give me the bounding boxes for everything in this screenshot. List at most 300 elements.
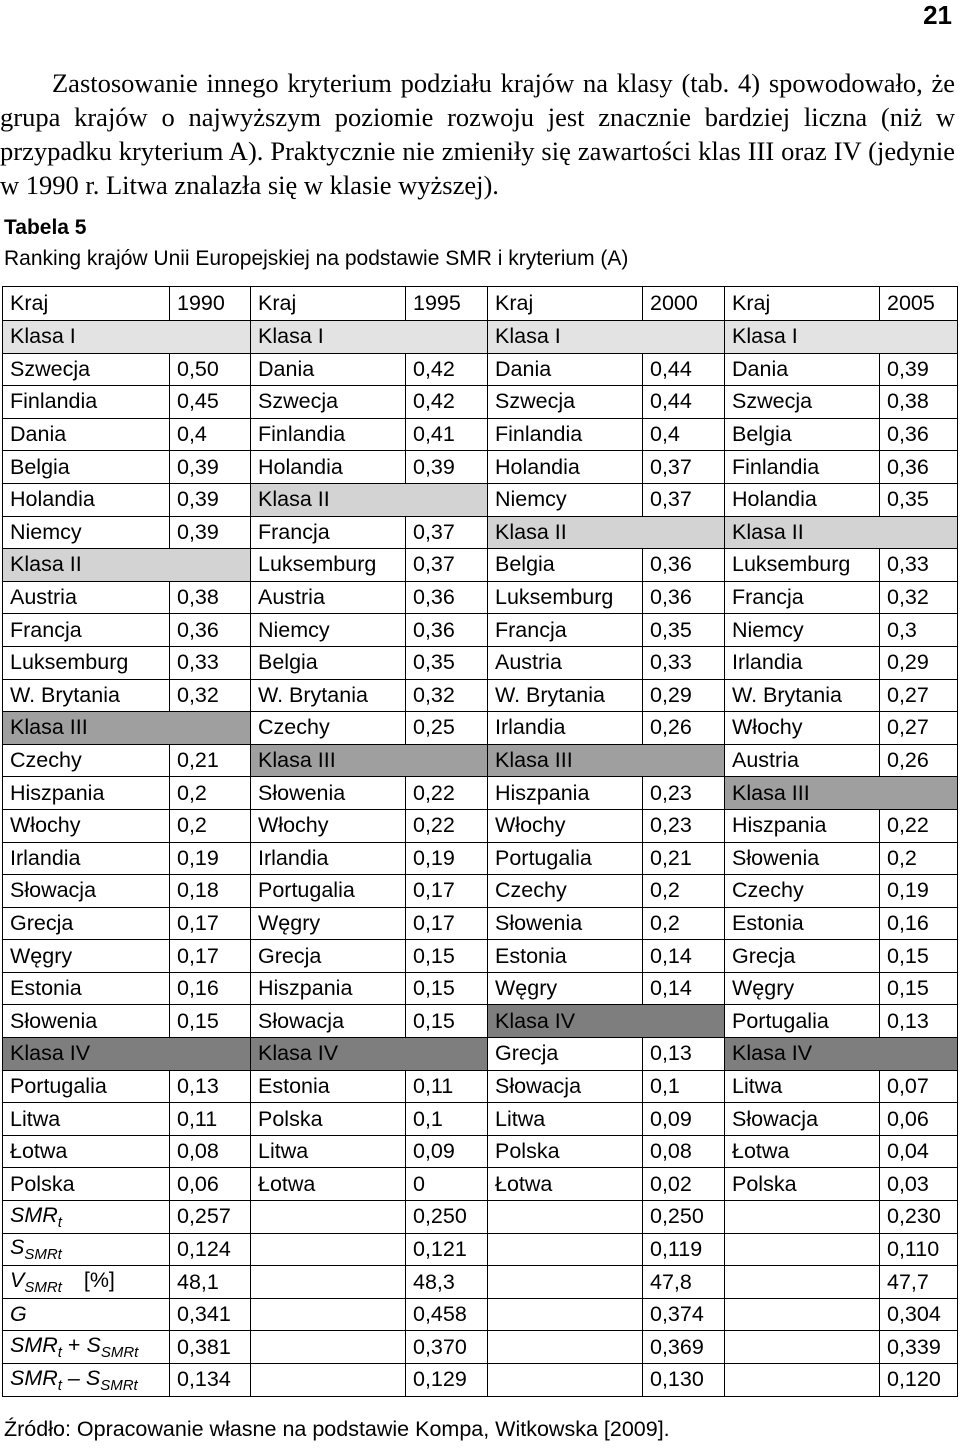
class-label-cell: Klasa I bbox=[725, 321, 958, 354]
value-cell: 0,15 bbox=[880, 972, 958, 1005]
stat-value-cell: 0,458 bbox=[406, 1298, 488, 1331]
country-cell: W. Brytania bbox=[725, 679, 880, 712]
value-cell: 0,27 bbox=[880, 712, 958, 745]
value-cell: 0,4 bbox=[170, 418, 251, 451]
value-cell: 0,35 bbox=[643, 614, 725, 647]
country-cell: Luksemburg bbox=[251, 549, 406, 582]
country-cell: W. Brytania bbox=[251, 679, 406, 712]
country-cell: Litwa bbox=[725, 1070, 880, 1103]
stat-row bbox=[3, 1298, 958, 1331]
value-cell: 0,06 bbox=[880, 1103, 958, 1136]
value-cell: 0,09 bbox=[643, 1103, 725, 1136]
stat-row bbox=[3, 1201, 958, 1234]
value-cell: 0,39 bbox=[880, 353, 958, 386]
country-cell: Austria bbox=[3, 581, 170, 614]
table-row bbox=[3, 353, 958, 386]
value-cell: 0,4 bbox=[643, 418, 725, 451]
country-cell: Słowenia bbox=[488, 907, 643, 940]
value-cell: 0,26 bbox=[643, 712, 725, 745]
country-cell: Portugalia bbox=[725, 1005, 880, 1038]
stat-empty-cell bbox=[488, 1364, 643, 1397]
value-cell: 0,36 bbox=[880, 451, 958, 484]
table-row bbox=[3, 842, 958, 875]
stat-value-cell: 0,129 bbox=[406, 1364, 488, 1397]
country-cell: Grecja bbox=[488, 1038, 643, 1071]
value-cell: 0,36 bbox=[643, 549, 725, 582]
source-note: Źródło: Opracowanie własne na podstawie Kompa, Witkowska [2009]. bbox=[4, 1417, 670, 1441]
class-label-cell: Klasa IV bbox=[725, 1038, 958, 1071]
country-cell: Hiszpania bbox=[3, 777, 170, 810]
country-cell: Hiszpania bbox=[725, 809, 880, 842]
country-cell: Słowacja bbox=[251, 1005, 406, 1038]
country-cell: Hiszpania bbox=[251, 972, 406, 1005]
table-row bbox=[3, 907, 958, 940]
value-cell: 0,17 bbox=[170, 907, 251, 940]
table-row bbox=[3, 386, 958, 419]
class-label-cell: Klasa III bbox=[725, 777, 958, 810]
stat-value-cell: 0,120 bbox=[880, 1364, 958, 1397]
table-row bbox=[3, 1103, 958, 1136]
stat-value-cell: 0,381 bbox=[170, 1331, 251, 1364]
value-cell: 0,23 bbox=[643, 809, 725, 842]
country-cell: Czechy bbox=[3, 744, 170, 777]
stat-value-cell: 0,257 bbox=[170, 1201, 251, 1234]
value-cell: 0,13 bbox=[170, 1070, 251, 1103]
country-cell: Polska bbox=[3, 1168, 170, 1201]
table-row bbox=[3, 1005, 958, 1038]
header-country: Kraj bbox=[251, 287, 406, 321]
value-cell: 0,19 bbox=[170, 842, 251, 875]
country-cell: Portugalia bbox=[488, 842, 643, 875]
value-cell: 0,2 bbox=[643, 875, 725, 908]
country-cell: Polska bbox=[725, 1168, 880, 1201]
country-cell: Grecja bbox=[251, 940, 406, 973]
country-cell: Dania bbox=[725, 353, 880, 386]
table-row bbox=[3, 451, 958, 484]
stat-value-cell: 0,250 bbox=[643, 1201, 725, 1234]
country-cell: Czechy bbox=[725, 875, 880, 908]
value-cell: 0,15 bbox=[880, 940, 958, 973]
stat-subscript: SMRt bbox=[100, 1376, 138, 1394]
country-cell: Austria bbox=[725, 744, 880, 777]
table-header-row bbox=[3, 287, 958, 321]
stat-subscript: t bbox=[57, 1344, 62, 1362]
value-cell: 0,26 bbox=[880, 744, 958, 777]
country-cell: Niemcy bbox=[725, 614, 880, 647]
value-cell: 0,3 bbox=[880, 614, 958, 647]
value-cell: 0,35 bbox=[406, 646, 488, 679]
country-cell: Finlandia bbox=[3, 386, 170, 419]
country-cell: Belgia bbox=[488, 549, 643, 582]
country-cell: Finlandia bbox=[251, 418, 406, 451]
value-cell: 0,15 bbox=[406, 972, 488, 1005]
country-cell: Belgia bbox=[251, 646, 406, 679]
country-cell: Holandia bbox=[725, 483, 880, 516]
country-cell: Estonia bbox=[725, 907, 880, 940]
table-row bbox=[3, 679, 958, 712]
country-cell: Włochy bbox=[3, 809, 170, 842]
country-cell: Luksemburg bbox=[488, 581, 643, 614]
stat-empty-cell bbox=[251, 1331, 406, 1364]
intro-text: Zastosowanie innego kryterium podziału krajów na klasy (tab. 4) spowodowało, że grupa krajów o najwyższym poziomie rozwoju jest znacznie bardziej liczna (niż w przypadku kryterium A). Praktycznie nie zmieniły się zawartości klas III oraz IV (jedynie w 1990 r. Litwa znalazła się w klasie wyższej). bbox=[0, 68, 955, 200]
country-cell: Szwecja bbox=[725, 386, 880, 419]
class-label-cell: Klasa II bbox=[3, 549, 251, 582]
country-cell: Estonia bbox=[251, 1070, 406, 1103]
stat-row bbox=[3, 1266, 958, 1299]
table-row bbox=[3, 483, 958, 516]
class-label-cell: Klasa I bbox=[251, 321, 488, 354]
stat-value-cell: 47,7 bbox=[880, 1266, 958, 1299]
table-row bbox=[3, 972, 958, 1005]
stat-empty-cell bbox=[251, 1233, 406, 1266]
stat-label-cell bbox=[3, 1201, 170, 1234]
stat-value-cell: 0,250 bbox=[406, 1201, 488, 1234]
class-label-cell: Klasa II bbox=[725, 516, 958, 549]
stat-unit: [%] bbox=[83, 1268, 115, 1293]
class-label-cell: Klasa III bbox=[251, 744, 488, 777]
country-cell: Włochy bbox=[725, 712, 880, 745]
stat-row bbox=[3, 1364, 958, 1397]
stat-value-cell: 0,374 bbox=[643, 1298, 725, 1331]
table-caption: Ranking krajów Unii Europejskiej na podstawie SMR i kryterium (A) bbox=[4, 247, 629, 270]
country-cell: Litwa bbox=[3, 1103, 170, 1136]
country-cell: Niemcy bbox=[488, 483, 643, 516]
value-cell: 0,19 bbox=[406, 842, 488, 875]
stat-value-cell: 0,130 bbox=[643, 1364, 725, 1397]
country-cell: Grecja bbox=[725, 940, 880, 973]
country-cell: Niemcy bbox=[251, 614, 406, 647]
country-cell: Węgry bbox=[3, 940, 170, 973]
stat-symbol: SMR bbox=[10, 1333, 58, 1358]
country-cell: Austria bbox=[251, 581, 406, 614]
country-cell: Słowacja bbox=[725, 1103, 880, 1136]
stat-operator: + bbox=[61, 1333, 87, 1358]
stat-value-cell: 0,119 bbox=[643, 1233, 725, 1266]
country-cell: W. Brytania bbox=[488, 679, 643, 712]
country-cell: Szwecja bbox=[488, 386, 643, 419]
table-row bbox=[3, 744, 958, 777]
country-cell: Słowenia bbox=[3, 1005, 170, 1038]
value-cell: 0,19 bbox=[880, 875, 958, 908]
stat-value-cell: 48,1 bbox=[170, 1266, 251, 1299]
value-cell: 0,50 bbox=[170, 353, 251, 386]
country-cell: Litwa bbox=[251, 1135, 406, 1168]
country-cell: Holandia bbox=[251, 451, 406, 484]
value-cell: 0,39 bbox=[170, 483, 251, 516]
country-cell: Irlandia bbox=[3, 842, 170, 875]
value-cell: 0,2 bbox=[170, 809, 251, 842]
table-row bbox=[3, 875, 958, 908]
value-cell: 0,29 bbox=[643, 679, 725, 712]
value-cell: 0,08 bbox=[643, 1135, 725, 1168]
value-cell: 0,44 bbox=[643, 386, 725, 419]
country-cell: Irlandia bbox=[725, 646, 880, 679]
table-row bbox=[3, 581, 958, 614]
country-cell: Estonia bbox=[3, 972, 170, 1005]
country-cell: Włochy bbox=[488, 809, 643, 842]
value-cell: 0,33 bbox=[643, 646, 725, 679]
value-cell: 0,37 bbox=[406, 549, 488, 582]
country-cell: Czechy bbox=[488, 875, 643, 908]
stat-label-cell bbox=[3, 1233, 170, 1266]
header-country: Kraj bbox=[3, 287, 170, 321]
country-cell: Litwa bbox=[488, 1103, 643, 1136]
country-cell: Łotwa bbox=[725, 1135, 880, 1168]
country-cell: Szwecja bbox=[3, 353, 170, 386]
stat-value-cell: 0,134 bbox=[170, 1364, 251, 1397]
value-cell: 0,42 bbox=[406, 353, 488, 386]
value-cell: 0,17 bbox=[406, 875, 488, 908]
stat-empty-cell bbox=[251, 1298, 406, 1331]
value-cell: 0,23 bbox=[643, 777, 725, 810]
stat-empty-cell bbox=[488, 1298, 643, 1331]
stat-empty-cell bbox=[488, 1201, 643, 1234]
country-cell: Grecja bbox=[3, 907, 170, 940]
stat-empty-cell bbox=[251, 1364, 406, 1397]
country-cell: W. Brytania bbox=[3, 679, 170, 712]
stat-symbol: S bbox=[86, 1333, 101, 1358]
table-row bbox=[3, 614, 958, 647]
country-cell: Belgia bbox=[3, 451, 170, 484]
table-row bbox=[3, 321, 958, 354]
country-cell: Szwecja bbox=[251, 386, 406, 419]
country-cell: Austria bbox=[488, 646, 643, 679]
value-cell: 0,13 bbox=[880, 1005, 958, 1038]
country-cell: Francja bbox=[251, 516, 406, 549]
stat-value-cell: 0,341 bbox=[170, 1298, 251, 1331]
country-cell: Francja bbox=[725, 581, 880, 614]
class-label-cell: Klasa IV bbox=[488, 1005, 725, 1038]
stat-symbol: SMR bbox=[10, 1202, 58, 1227]
value-cell: 0,36 bbox=[643, 581, 725, 614]
country-cell: Węgry bbox=[488, 972, 643, 1005]
country-cell: Słowenia bbox=[251, 777, 406, 810]
stat-empty-cell bbox=[488, 1233, 643, 1266]
country-cell: Słowacja bbox=[3, 875, 170, 908]
stat-symbol: G bbox=[10, 1302, 27, 1327]
class-label-cell: Klasa III bbox=[488, 744, 725, 777]
country-cell: Dania bbox=[488, 353, 643, 386]
class-label-cell: Klasa III bbox=[3, 712, 251, 745]
value-cell: 0,21 bbox=[643, 842, 725, 875]
country-cell: Włochy bbox=[251, 809, 406, 842]
value-cell: 0,03 bbox=[880, 1168, 958, 1201]
stat-subscript: SMRt bbox=[24, 1246, 62, 1264]
country-cell: Węgry bbox=[725, 972, 880, 1005]
country-cell: Belgia bbox=[725, 418, 880, 451]
country-cell: Dania bbox=[251, 353, 406, 386]
stat-empty-cell bbox=[725, 1266, 880, 1299]
stat-symbol: S bbox=[10, 1235, 25, 1260]
value-cell: 0,11 bbox=[170, 1103, 251, 1136]
value-cell: 0,2 bbox=[170, 777, 251, 810]
value-cell: 0,39 bbox=[170, 451, 251, 484]
stat-empty-cell bbox=[251, 1201, 406, 1234]
table-label: Tabela 5 bbox=[4, 216, 87, 239]
value-cell: 0,1 bbox=[643, 1070, 725, 1103]
country-cell: Hiszpania bbox=[488, 777, 643, 810]
stat-value-cell: 0,110 bbox=[880, 1233, 958, 1266]
value-cell: 0,36 bbox=[170, 614, 251, 647]
stat-empty-cell bbox=[725, 1233, 880, 1266]
country-cell: Finlandia bbox=[488, 418, 643, 451]
value-cell: 0,39 bbox=[170, 516, 251, 549]
value-cell: 0,32 bbox=[880, 581, 958, 614]
stat-empty-cell bbox=[488, 1266, 643, 1299]
table-row bbox=[3, 418, 958, 451]
value-cell: 0,2 bbox=[643, 907, 725, 940]
value-cell: 0,17 bbox=[406, 907, 488, 940]
stat-symbol: SMR bbox=[10, 1365, 58, 1390]
value-cell: 0,15 bbox=[406, 940, 488, 973]
header-year: 1995 bbox=[406, 287, 488, 321]
stat-value-cell: 0,124 bbox=[170, 1233, 251, 1266]
value-cell: 0 bbox=[406, 1168, 488, 1201]
country-cell: Łotwa bbox=[3, 1135, 170, 1168]
stat-empty-cell bbox=[725, 1298, 880, 1331]
country-cell: Francja bbox=[3, 614, 170, 647]
table-row bbox=[3, 1038, 958, 1071]
header-country: Kraj bbox=[725, 287, 880, 321]
country-cell: Irlandia bbox=[251, 842, 406, 875]
value-cell: 0,06 bbox=[170, 1168, 251, 1201]
value-cell: 0,18 bbox=[170, 875, 251, 908]
value-cell: 0,36 bbox=[880, 418, 958, 451]
table-row bbox=[3, 809, 958, 842]
country-cell: Estonia bbox=[488, 940, 643, 973]
country-cell: Słowenia bbox=[725, 842, 880, 875]
country-cell: Luksemburg bbox=[725, 549, 880, 582]
class-label-cell: Klasa II bbox=[488, 516, 725, 549]
stat-label-cell bbox=[3, 1298, 170, 1331]
value-cell: 0,38 bbox=[170, 581, 251, 614]
class-label-cell: Klasa IV bbox=[3, 1038, 251, 1071]
stat-label-cell bbox=[3, 1266, 170, 1299]
value-cell: 0,14 bbox=[643, 972, 725, 1005]
value-cell: 0,04 bbox=[880, 1135, 958, 1168]
table-row bbox=[3, 1070, 958, 1103]
table-row bbox=[3, 516, 958, 549]
country-cell: Polska bbox=[488, 1135, 643, 1168]
value-cell: 0,25 bbox=[406, 712, 488, 745]
stat-value-cell: 0,230 bbox=[880, 1201, 958, 1234]
value-cell: 0,32 bbox=[406, 679, 488, 712]
value-cell: 0,07 bbox=[880, 1070, 958, 1103]
table-row bbox=[3, 646, 958, 679]
value-cell: 0,22 bbox=[406, 809, 488, 842]
country-cell: Finlandia bbox=[725, 451, 880, 484]
table-row bbox=[3, 940, 958, 973]
stat-value-cell: 0,121 bbox=[406, 1233, 488, 1266]
country-cell: Polska bbox=[251, 1103, 406, 1136]
country-cell: Węgry bbox=[251, 907, 406, 940]
class-label-cell: Klasa IV bbox=[251, 1038, 488, 1071]
value-cell: 0,14 bbox=[643, 940, 725, 973]
table-row bbox=[3, 712, 958, 745]
value-cell: 0,13 bbox=[643, 1038, 725, 1071]
country-cell: Portugalia bbox=[3, 1070, 170, 1103]
stat-symbol: V bbox=[10, 1268, 25, 1293]
stat-value-cell: 47,8 bbox=[643, 1266, 725, 1299]
header-country: Kraj bbox=[488, 287, 643, 321]
country-cell: Holandia bbox=[3, 483, 170, 516]
value-cell: 0,27 bbox=[880, 679, 958, 712]
value-cell: 0,44 bbox=[643, 353, 725, 386]
stat-label-cell bbox=[3, 1364, 170, 1397]
stat-row bbox=[3, 1233, 958, 1266]
value-cell: 0,22 bbox=[880, 809, 958, 842]
stat-label-cell bbox=[3, 1331, 170, 1364]
stat-value-cell: 48,3 bbox=[406, 1266, 488, 1299]
stat-value-cell: 0,339 bbox=[880, 1331, 958, 1364]
page-number: 21 bbox=[923, 0, 952, 30]
country-cell: Dania bbox=[3, 418, 170, 451]
table-row bbox=[3, 1135, 958, 1168]
value-cell: 0,08 bbox=[170, 1135, 251, 1168]
header-year: 2000 bbox=[643, 287, 725, 321]
country-cell: Łotwa bbox=[488, 1168, 643, 1201]
value-cell: 0,36 bbox=[406, 581, 488, 614]
value-cell: 0,1 bbox=[406, 1103, 488, 1136]
stat-value-cell: 0,369 bbox=[643, 1331, 725, 1364]
value-cell: 0,41 bbox=[406, 418, 488, 451]
stat-value-cell: 0,304 bbox=[880, 1298, 958, 1331]
stat-empty-cell bbox=[251, 1266, 406, 1299]
value-cell: 0,17 bbox=[170, 940, 251, 973]
stat-operator: – bbox=[61, 1365, 86, 1390]
value-cell: 0,35 bbox=[880, 483, 958, 516]
value-cell: 0,37 bbox=[406, 516, 488, 549]
country-cell: Czechy bbox=[251, 712, 406, 745]
class-label-cell: Klasa I bbox=[3, 321, 251, 354]
country-cell: Portugalia bbox=[251, 875, 406, 908]
country-cell: Słowacja bbox=[488, 1070, 643, 1103]
stat-symbol: S bbox=[85, 1365, 101, 1390]
ranking-table bbox=[2, 286, 958, 1397]
value-cell: 0,2 bbox=[880, 842, 958, 875]
class-label-cell: Klasa II bbox=[251, 483, 488, 516]
value-cell: 0,29 bbox=[880, 646, 958, 679]
table-row bbox=[3, 777, 958, 810]
value-cell: 0,22 bbox=[406, 777, 488, 810]
country-cell: Luksemburg bbox=[3, 646, 170, 679]
table-row bbox=[3, 549, 958, 582]
country-cell: Niemcy bbox=[3, 516, 170, 549]
value-cell: 0,15 bbox=[406, 1005, 488, 1038]
value-cell: 0,33 bbox=[880, 549, 958, 582]
value-cell: 0,33 bbox=[170, 646, 251, 679]
country-cell: Łotwa bbox=[251, 1168, 406, 1201]
class-label-cell: Klasa I bbox=[488, 321, 725, 354]
value-cell: 0,16 bbox=[880, 907, 958, 940]
header-year: 2005 bbox=[880, 287, 958, 321]
intro-paragraph bbox=[0, 66, 955, 202]
value-cell: 0,09 bbox=[406, 1135, 488, 1168]
value-cell: 0,11 bbox=[406, 1070, 488, 1103]
value-cell: 0,02 bbox=[643, 1168, 725, 1201]
country-cell: Irlandia bbox=[488, 712, 643, 745]
value-cell: 0,36 bbox=[406, 614, 488, 647]
value-cell: 0,16 bbox=[170, 972, 251, 1005]
value-cell: 0,37 bbox=[643, 483, 725, 516]
stat-subscript: t bbox=[57, 1376, 62, 1394]
value-cell: 0,32 bbox=[170, 679, 251, 712]
table-row bbox=[3, 1168, 958, 1201]
stat-value-cell: 0,370 bbox=[406, 1331, 488, 1364]
stat-row bbox=[3, 1331, 958, 1364]
value-cell: 0,38 bbox=[880, 386, 958, 419]
stat-empty-cell bbox=[488, 1331, 643, 1364]
